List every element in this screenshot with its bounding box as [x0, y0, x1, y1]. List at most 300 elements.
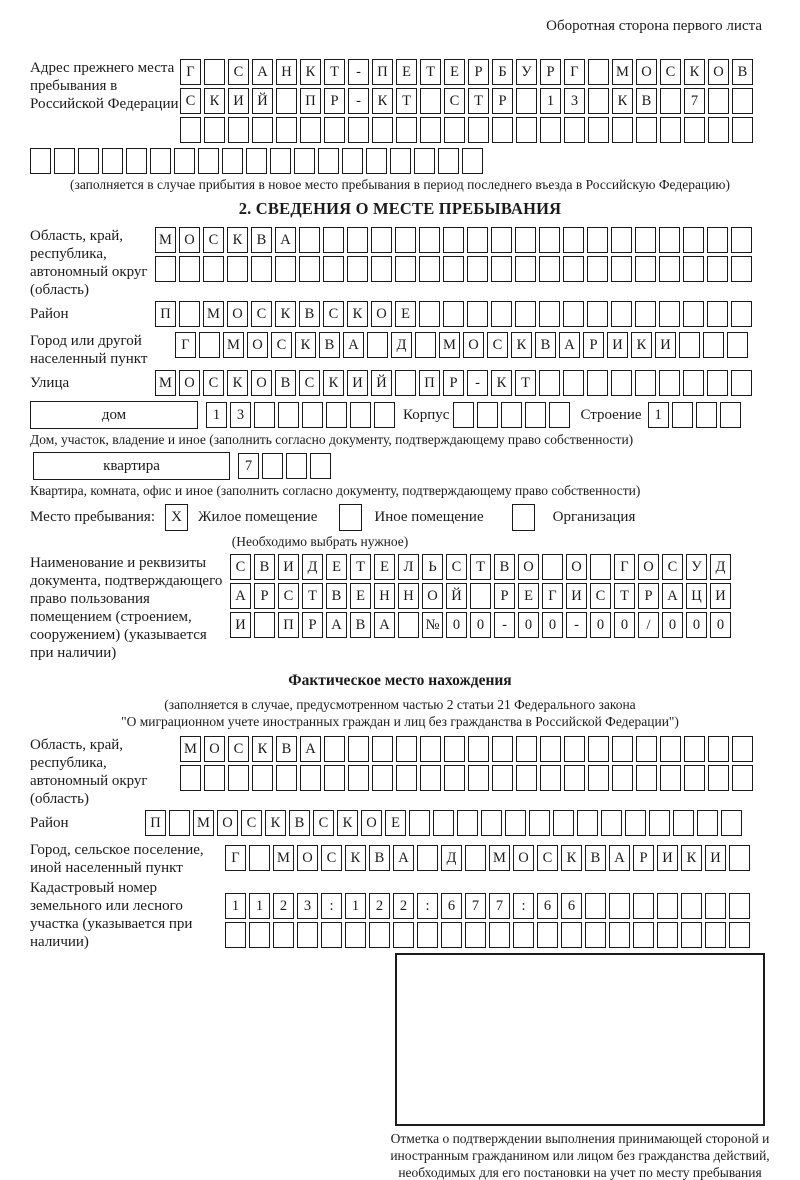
char-cell[interactable]: П	[155, 301, 176, 327]
char-cell[interactable]: Г	[614, 554, 635, 580]
char-cell[interactable]: А	[326, 612, 347, 638]
char-cell[interactable]: Е	[374, 554, 395, 580]
char-cell[interactable]: М	[273, 845, 294, 871]
char-cell[interactable]	[563, 301, 584, 327]
char-cell[interactable]: Р	[324, 88, 345, 114]
char-cell[interactable]: К	[295, 332, 316, 358]
char-cell[interactable]: С	[271, 332, 292, 358]
char-cell[interactable]	[286, 453, 307, 479]
char-cell[interactable]	[492, 117, 513, 143]
char-cell[interactable]	[299, 256, 320, 282]
char-cell[interactable]	[705, 922, 726, 948]
char-cell[interactable]	[684, 117, 705, 143]
char-cell[interactable]: 6	[441, 893, 462, 919]
char-cell[interactable]: 3	[230, 402, 251, 428]
char-cell[interactable]	[659, 256, 680, 282]
char-cell[interactable]	[636, 736, 657, 762]
char-cell[interactable]	[657, 893, 678, 919]
char-cell[interactable]	[396, 765, 417, 791]
char-cell[interactable]	[553, 810, 574, 836]
char-cell[interactable]	[657, 922, 678, 948]
char-cell[interactable]	[468, 117, 489, 143]
char-cell[interactable]: Р	[633, 845, 654, 871]
char-cell[interactable]	[321, 922, 342, 948]
char-cell[interactable]: Р	[494, 583, 515, 609]
char-cell[interactable]: А	[252, 59, 273, 85]
char-cell[interactable]	[477, 402, 498, 428]
char-cell[interactable]: К	[612, 88, 633, 114]
char-cell[interactable]	[564, 117, 585, 143]
char-cell[interactable]	[612, 117, 633, 143]
char-cell[interactable]	[204, 765, 225, 791]
char-cell[interactable]	[588, 88, 609, 114]
char-cell[interactable]	[588, 117, 609, 143]
char-cell[interactable]	[563, 370, 584, 396]
char-cell[interactable]: Г	[542, 583, 563, 609]
char-cell[interactable]	[294, 148, 315, 174]
char-cell[interactable]	[564, 765, 585, 791]
char-cell[interactable]: П	[300, 88, 321, 114]
char-cell[interactable]	[467, 301, 488, 327]
char-cell[interactable]	[491, 256, 512, 282]
char-cell[interactable]	[492, 736, 513, 762]
char-cell[interactable]	[371, 256, 392, 282]
char-cell[interactable]: О	[371, 301, 392, 327]
char-cell[interactable]	[633, 893, 654, 919]
stay-option-other-checkbox[interactable]	[339, 504, 362, 531]
char-cell[interactable]	[516, 117, 537, 143]
char-cell[interactable]	[310, 453, 331, 479]
char-cell[interactable]: В	[299, 301, 320, 327]
char-cell[interactable]: И	[228, 88, 249, 114]
char-cell[interactable]: К	[631, 332, 652, 358]
char-cell[interactable]: С	[203, 227, 224, 253]
char-cell[interactable]	[78, 148, 99, 174]
char-cell[interactable]	[537, 922, 558, 948]
char-cell[interactable]: У	[686, 554, 707, 580]
char-cell[interactable]	[372, 736, 393, 762]
char-cell[interactable]: /	[638, 612, 659, 638]
char-cell[interactable]	[180, 765, 201, 791]
char-cell[interactable]: С	[590, 583, 611, 609]
char-cell[interactable]	[540, 117, 561, 143]
char-cell[interactable]: Д	[391, 332, 412, 358]
char-cell[interactable]: В	[289, 810, 310, 836]
char-cell[interactable]	[636, 117, 657, 143]
char-cell[interactable]	[612, 765, 633, 791]
char-cell[interactable]	[297, 922, 318, 948]
char-cell[interactable]	[367, 332, 388, 358]
char-cell[interactable]	[326, 402, 347, 428]
char-cell[interactable]: К	[227, 370, 248, 396]
char-cell[interactable]	[252, 765, 273, 791]
char-cell[interactable]	[696, 402, 717, 428]
char-cell[interactable]	[371, 227, 392, 253]
char-cell[interactable]	[539, 227, 560, 253]
char-cell[interactable]: 2	[369, 893, 390, 919]
char-cell[interactable]	[276, 88, 297, 114]
char-cell[interactable]	[611, 227, 632, 253]
char-cell[interactable]: В	[251, 227, 272, 253]
char-cell[interactable]: С	[180, 88, 201, 114]
char-cell[interactable]: :	[417, 893, 438, 919]
char-cell[interactable]	[417, 845, 438, 871]
char-cell[interactable]	[683, 227, 704, 253]
char-cell[interactable]: 3	[297, 893, 318, 919]
char-cell[interactable]: 6	[537, 893, 558, 919]
char-cell[interactable]	[420, 765, 441, 791]
char-cell[interactable]	[492, 765, 513, 791]
char-cell[interactable]: Ь	[422, 554, 443, 580]
char-cell[interactable]	[659, 301, 680, 327]
char-cell[interactable]	[419, 301, 440, 327]
char-cell[interactable]	[729, 893, 750, 919]
char-cell[interactable]: И	[566, 583, 587, 609]
char-cell[interactable]: Л	[398, 554, 419, 580]
char-cell[interactable]: С	[444, 88, 465, 114]
char-cell[interactable]: К	[204, 88, 225, 114]
char-cell[interactable]	[420, 736, 441, 762]
char-cell[interactable]: Р	[443, 370, 464, 396]
char-cell[interactable]: С	[299, 370, 320, 396]
char-cell[interactable]	[516, 88, 537, 114]
char-cell[interactable]: 2	[393, 893, 414, 919]
char-cell[interactable]: 0	[542, 612, 563, 638]
char-cell[interactable]	[457, 810, 478, 836]
char-cell[interactable]	[225, 922, 246, 948]
char-cell[interactable]	[228, 765, 249, 791]
char-cell[interactable]: 1	[540, 88, 561, 114]
char-cell[interactable]: С	[278, 583, 299, 609]
char-cell[interactable]: К	[275, 301, 296, 327]
char-cell[interactable]: С	[662, 554, 683, 580]
char-cell[interactable]: И	[607, 332, 628, 358]
char-cell[interactable]	[561, 922, 582, 948]
char-cell[interactable]: В	[254, 554, 275, 580]
char-cell[interactable]	[539, 370, 560, 396]
char-cell[interactable]	[635, 301, 656, 327]
char-cell[interactable]	[443, 256, 464, 282]
char-cell[interactable]	[270, 148, 291, 174]
char-cell[interactable]	[372, 765, 393, 791]
char-cell[interactable]	[444, 736, 465, 762]
char-cell[interactable]: М	[612, 59, 633, 85]
char-cell[interactable]: П	[372, 59, 393, 85]
char-cell[interactable]	[588, 59, 609, 85]
char-cell[interactable]	[155, 256, 176, 282]
char-cell[interactable]: С	[228, 736, 249, 762]
char-cell[interactable]: Р	[583, 332, 604, 358]
char-cell[interactable]: О	[638, 554, 659, 580]
char-cell[interactable]: В	[732, 59, 753, 85]
char-cell[interactable]: 0	[446, 612, 467, 638]
char-cell[interactable]: 0	[710, 612, 731, 638]
char-cell[interactable]: М	[223, 332, 244, 358]
char-cell[interactable]	[731, 256, 752, 282]
char-cell[interactable]	[729, 845, 750, 871]
char-cell[interactable]	[323, 227, 344, 253]
char-cell[interactable]	[180, 117, 201, 143]
char-cell[interactable]	[438, 148, 459, 174]
char-cell[interactable]	[324, 117, 345, 143]
char-cell[interactable]: А	[609, 845, 630, 871]
char-cell[interactable]: 1	[345, 893, 366, 919]
char-cell[interactable]	[529, 810, 550, 836]
char-cell[interactable]: О	[422, 583, 443, 609]
char-cell[interactable]	[587, 301, 608, 327]
char-cell[interactable]: О	[518, 554, 539, 580]
char-cell[interactable]	[324, 765, 345, 791]
char-cell[interactable]	[612, 736, 633, 762]
char-cell[interactable]: К	[347, 301, 368, 327]
char-cell[interactable]	[588, 765, 609, 791]
char-cell[interactable]	[199, 332, 220, 358]
char-cell[interactable]: Б	[492, 59, 513, 85]
char-cell[interactable]	[179, 256, 200, 282]
char-cell[interactable]	[516, 736, 537, 762]
char-cell[interactable]	[587, 370, 608, 396]
char-cell[interactable]	[539, 301, 560, 327]
char-cell[interactable]: К	[300, 59, 321, 85]
char-cell[interactable]	[659, 370, 680, 396]
char-cell[interactable]	[611, 256, 632, 282]
char-cell[interactable]: Н	[374, 583, 395, 609]
char-cell[interactable]	[708, 736, 729, 762]
char-cell[interactable]: 0	[470, 612, 491, 638]
stay-option-residential-checkbox[interactable]: X	[165, 504, 188, 531]
char-cell[interactable]	[318, 148, 339, 174]
char-cell[interactable]: Р	[302, 612, 323, 638]
char-cell[interactable]: И	[710, 583, 731, 609]
char-cell[interactable]: Е	[350, 583, 371, 609]
char-cell[interactable]	[150, 148, 171, 174]
char-cell[interactable]: Т	[515, 370, 536, 396]
char-cell[interactable]: 1	[225, 893, 246, 919]
char-cell[interactable]	[708, 117, 729, 143]
char-cell[interactable]	[453, 402, 474, 428]
char-cell[interactable]	[721, 810, 742, 836]
char-cell[interactable]: К	[681, 845, 702, 871]
char-cell[interactable]: Р	[638, 583, 659, 609]
char-cell[interactable]	[395, 227, 416, 253]
char-cell[interactable]: Е	[518, 583, 539, 609]
char-cell[interactable]: 6	[561, 893, 582, 919]
char-cell[interactable]: :	[321, 893, 342, 919]
char-cell[interactable]	[300, 765, 321, 791]
char-cell[interactable]	[414, 148, 435, 174]
char-cell[interactable]: И	[705, 845, 726, 871]
char-cell[interactable]	[636, 765, 657, 791]
char-cell[interactable]: О	[179, 227, 200, 253]
char-cell[interactable]	[491, 227, 512, 253]
char-cell[interactable]	[549, 402, 570, 428]
char-cell[interactable]	[684, 765, 705, 791]
char-cell[interactable]: М	[203, 301, 224, 327]
char-cell[interactable]: Т	[420, 59, 441, 85]
char-cell[interactable]: И	[278, 554, 299, 580]
char-cell[interactable]: О	[179, 370, 200, 396]
char-cell[interactable]	[462, 148, 483, 174]
char-cell[interactable]: М	[489, 845, 510, 871]
char-cell[interactable]	[611, 301, 632, 327]
char-cell[interactable]: :	[513, 893, 534, 919]
char-cell[interactable]	[659, 227, 680, 253]
char-cell[interactable]: С	[321, 845, 342, 871]
char-cell[interactable]: А	[374, 612, 395, 638]
char-cell[interactable]	[577, 810, 598, 836]
char-cell[interactable]	[515, 227, 536, 253]
apartment-type-box[interactable]: квартира	[33, 452, 230, 480]
char-cell[interactable]	[585, 893, 606, 919]
char-cell[interactable]: А	[662, 583, 683, 609]
char-cell[interactable]: В	[585, 845, 606, 871]
char-cell[interactable]	[660, 765, 681, 791]
char-cell[interactable]	[732, 117, 753, 143]
char-cell[interactable]	[681, 893, 702, 919]
char-cell[interactable]	[273, 922, 294, 948]
char-cell[interactable]: К	[345, 845, 366, 871]
char-cell[interactable]	[396, 736, 417, 762]
char-cell[interactable]: Е	[444, 59, 465, 85]
char-cell[interactable]	[513, 922, 534, 948]
char-cell[interactable]	[348, 117, 369, 143]
char-cell[interactable]	[635, 256, 656, 282]
char-cell[interactable]	[660, 117, 681, 143]
char-cell[interactable]	[54, 148, 75, 174]
char-cell[interactable]	[204, 117, 225, 143]
char-cell[interactable]: Й	[446, 583, 467, 609]
char-cell[interactable]: Е	[395, 301, 416, 327]
char-cell[interactable]	[276, 117, 297, 143]
char-cell[interactable]	[732, 88, 753, 114]
char-cell[interactable]	[683, 370, 704, 396]
char-cell[interactable]: Д	[441, 845, 462, 871]
char-cell[interactable]	[707, 301, 728, 327]
char-cell[interactable]	[203, 256, 224, 282]
char-cell[interactable]: В	[326, 583, 347, 609]
char-cell[interactable]: В	[636, 88, 657, 114]
char-cell[interactable]: В	[494, 554, 515, 580]
char-cell[interactable]	[30, 148, 51, 174]
char-cell[interactable]: В	[276, 736, 297, 762]
char-cell[interactable]: 1	[648, 402, 669, 428]
char-cell[interactable]	[703, 332, 724, 358]
char-cell[interactable]	[443, 227, 464, 253]
char-cell[interactable]: В	[369, 845, 390, 871]
char-cell[interactable]	[611, 370, 632, 396]
char-cell[interactable]: В	[275, 370, 296, 396]
char-cell[interactable]: П	[419, 370, 440, 396]
char-cell[interactable]	[169, 810, 190, 836]
char-cell[interactable]	[246, 148, 267, 174]
char-cell[interactable]: О	[708, 59, 729, 85]
char-cell[interactable]	[249, 845, 270, 871]
char-cell[interactable]	[468, 736, 489, 762]
char-cell[interactable]: Т	[350, 554, 371, 580]
char-cell[interactable]	[204, 59, 225, 85]
char-cell[interactable]: 2	[273, 893, 294, 919]
char-cell[interactable]	[679, 332, 700, 358]
char-cell[interactable]	[369, 922, 390, 948]
char-cell[interactable]	[278, 402, 299, 428]
char-cell[interactable]: О	[463, 332, 484, 358]
char-cell[interactable]	[649, 810, 670, 836]
char-cell[interactable]	[350, 402, 371, 428]
char-cell[interactable]	[697, 810, 718, 836]
char-cell[interactable]: О	[361, 810, 382, 836]
char-cell[interactable]: 0	[590, 612, 611, 638]
house-type-box[interactable]: дом	[30, 401, 198, 429]
char-cell[interactable]	[633, 922, 654, 948]
char-cell[interactable]	[398, 612, 419, 638]
char-cell[interactable]: С	[446, 554, 467, 580]
char-cell[interactable]: 7	[465, 893, 486, 919]
char-cell[interactable]: Е	[396, 59, 417, 85]
char-cell[interactable]: К	[265, 810, 286, 836]
char-cell[interactable]: Т	[468, 88, 489, 114]
char-cell[interactable]	[683, 301, 704, 327]
char-cell[interactable]: К	[337, 810, 358, 836]
char-cell[interactable]	[348, 765, 369, 791]
char-cell[interactable]	[347, 227, 368, 253]
char-cell[interactable]	[672, 402, 693, 428]
char-cell[interactable]: Е	[385, 810, 406, 836]
char-cell[interactable]	[601, 810, 622, 836]
char-cell[interactable]	[419, 227, 440, 253]
char-cell[interactable]	[501, 402, 522, 428]
char-cell[interactable]: К	[372, 88, 393, 114]
char-cell[interactable]: И	[655, 332, 676, 358]
char-cell[interactable]: А	[230, 583, 251, 609]
char-cell[interactable]	[174, 148, 195, 174]
char-cell[interactable]	[390, 148, 411, 174]
char-cell[interactable]	[635, 227, 656, 253]
char-cell[interactable]	[515, 256, 536, 282]
char-cell[interactable]: Р	[468, 59, 489, 85]
char-cell[interactable]: И	[347, 370, 368, 396]
char-cell[interactable]: Н	[398, 583, 419, 609]
char-cell[interactable]: 7	[684, 88, 705, 114]
char-cell[interactable]	[564, 736, 585, 762]
char-cell[interactable]	[249, 922, 270, 948]
char-cell[interactable]: С	[660, 59, 681, 85]
char-cell[interactable]	[251, 256, 272, 282]
char-cell[interactable]: К	[511, 332, 532, 358]
char-cell[interactable]	[590, 554, 611, 580]
char-cell[interactable]	[707, 227, 728, 253]
char-cell[interactable]	[525, 402, 546, 428]
char-cell[interactable]: О	[513, 845, 534, 871]
char-cell[interactable]	[515, 301, 536, 327]
char-cell[interactable]	[420, 117, 441, 143]
char-cell[interactable]: А	[300, 736, 321, 762]
char-cell[interactable]: М	[155, 370, 176, 396]
char-cell[interactable]	[393, 922, 414, 948]
char-cell[interactable]	[681, 922, 702, 948]
char-cell[interactable]: О	[297, 845, 318, 871]
char-cell[interactable]	[727, 332, 748, 358]
char-cell[interactable]	[395, 256, 416, 282]
char-cell[interactable]	[491, 301, 512, 327]
char-cell[interactable]: Г	[175, 332, 196, 358]
char-cell[interactable]: -	[494, 612, 515, 638]
char-cell[interactable]	[324, 736, 345, 762]
char-cell[interactable]	[198, 148, 219, 174]
char-cell[interactable]	[347, 256, 368, 282]
char-cell[interactable]	[409, 810, 430, 836]
char-cell[interactable]: Й	[252, 88, 273, 114]
char-cell[interactable]	[276, 765, 297, 791]
